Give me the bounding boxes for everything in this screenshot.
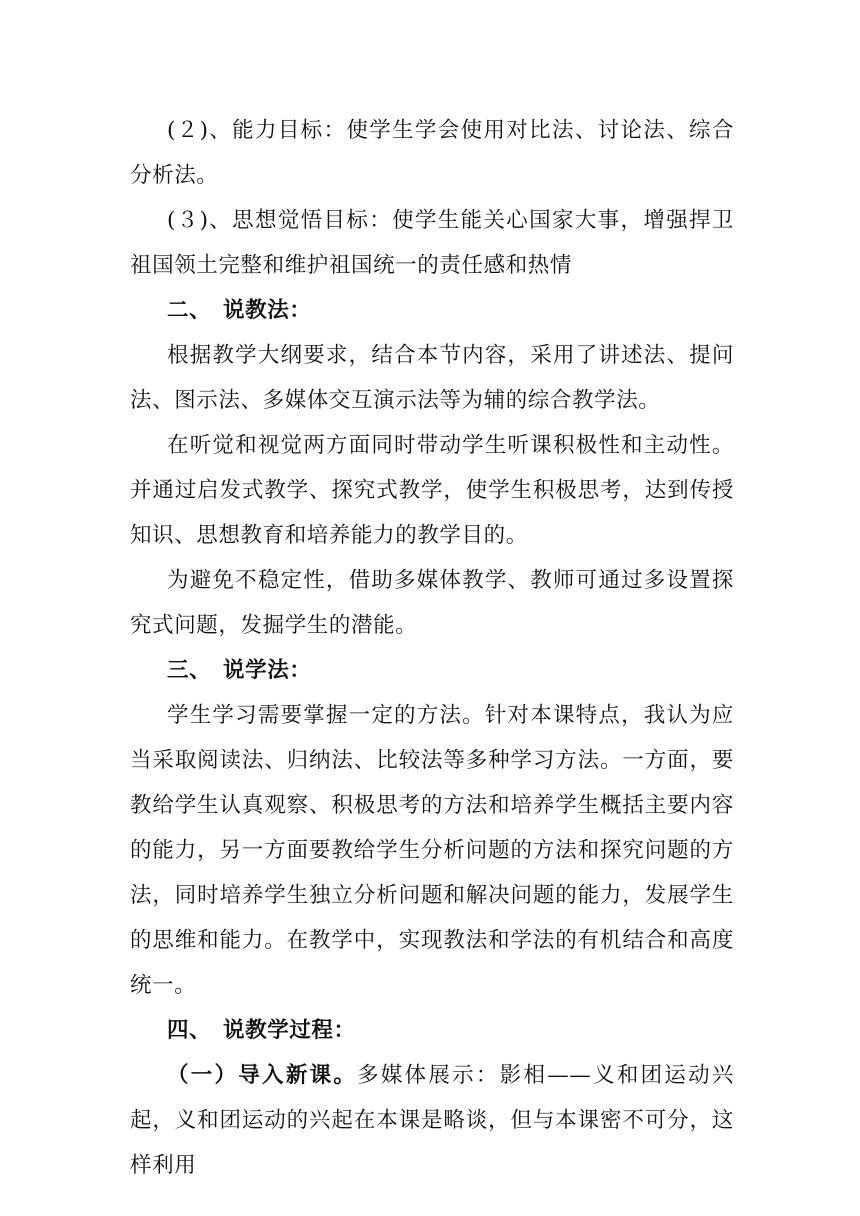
learning-method-paragraph: 学生学习需要掌握一定的方法。针对本课特点，我认为应当采取阅读法、归纳法、比较法等多种学习方法。一方面，要教给学生认真观察、积极思考的方法和培养学生概括主要内容的能力，另一方面要教给学生分析问题的方法和探究问题的方法，同时培养学生独立分析问题和解决问题的能力，发展学生的思维和能力。在教学中，实现教法和学法的有机结合和高度统一。 xyxy=(130,703,734,998)
intro-paragraph xyxy=(130,1053,734,1188)
teaching-method-paragraph-1: 根据教学大纲要求，结合本节内容，采用了讲述法、提问法、图示法、多媒体交互演示法等为辅的综合教学法。 xyxy=(130,343,734,413)
section-title: 说教学过程： xyxy=(223,1018,356,1043)
section-heading-teaching-process xyxy=(130,1008,734,1053)
section-title: 说教法： xyxy=(223,298,312,323)
section-title: 说学法： xyxy=(223,658,312,683)
section-heading-learning-method xyxy=(130,648,734,693)
section-number: 四、 xyxy=(167,1018,212,1043)
section-heading-teaching-method xyxy=(130,288,734,333)
intro-text: 多媒体展示：影相——义和团运动兴起，义和团运动的兴起在本课是略谈，但与本课密不可分，这样利用 xyxy=(130,1063,734,1178)
intro-lead: （一）导入新课。 xyxy=(167,1063,358,1088)
section-number: 三、 xyxy=(167,658,212,683)
ideology-goal-paragraph: (３)、思想觉悟目标：使学生能关心国家大事，增强捍卫祖国领土完整和维护祖国统一的责任感和热情 xyxy=(130,208,734,278)
ability-goal-paragraph: (２)、能力目标：使学生学会使用对比法、讨论法、综合分析法。 xyxy=(130,118,734,188)
section-number: 二、 xyxy=(167,298,212,323)
teaching-method-paragraph-2: 在听觉和视觉两方面同时带动学生听课积极性和主动性。并通过启发式教学、探究式教学，使学生积极思考，达到传授知识、思想教育和培养能力的教学目的。 xyxy=(130,433,734,548)
document-body xyxy=(130,108,734,1188)
teaching-method-paragraph-3: 为避免不稳定性，借助多媒体教学、教师可通过多设置探究式问题，发掘学生的潜能。 xyxy=(130,568,734,638)
